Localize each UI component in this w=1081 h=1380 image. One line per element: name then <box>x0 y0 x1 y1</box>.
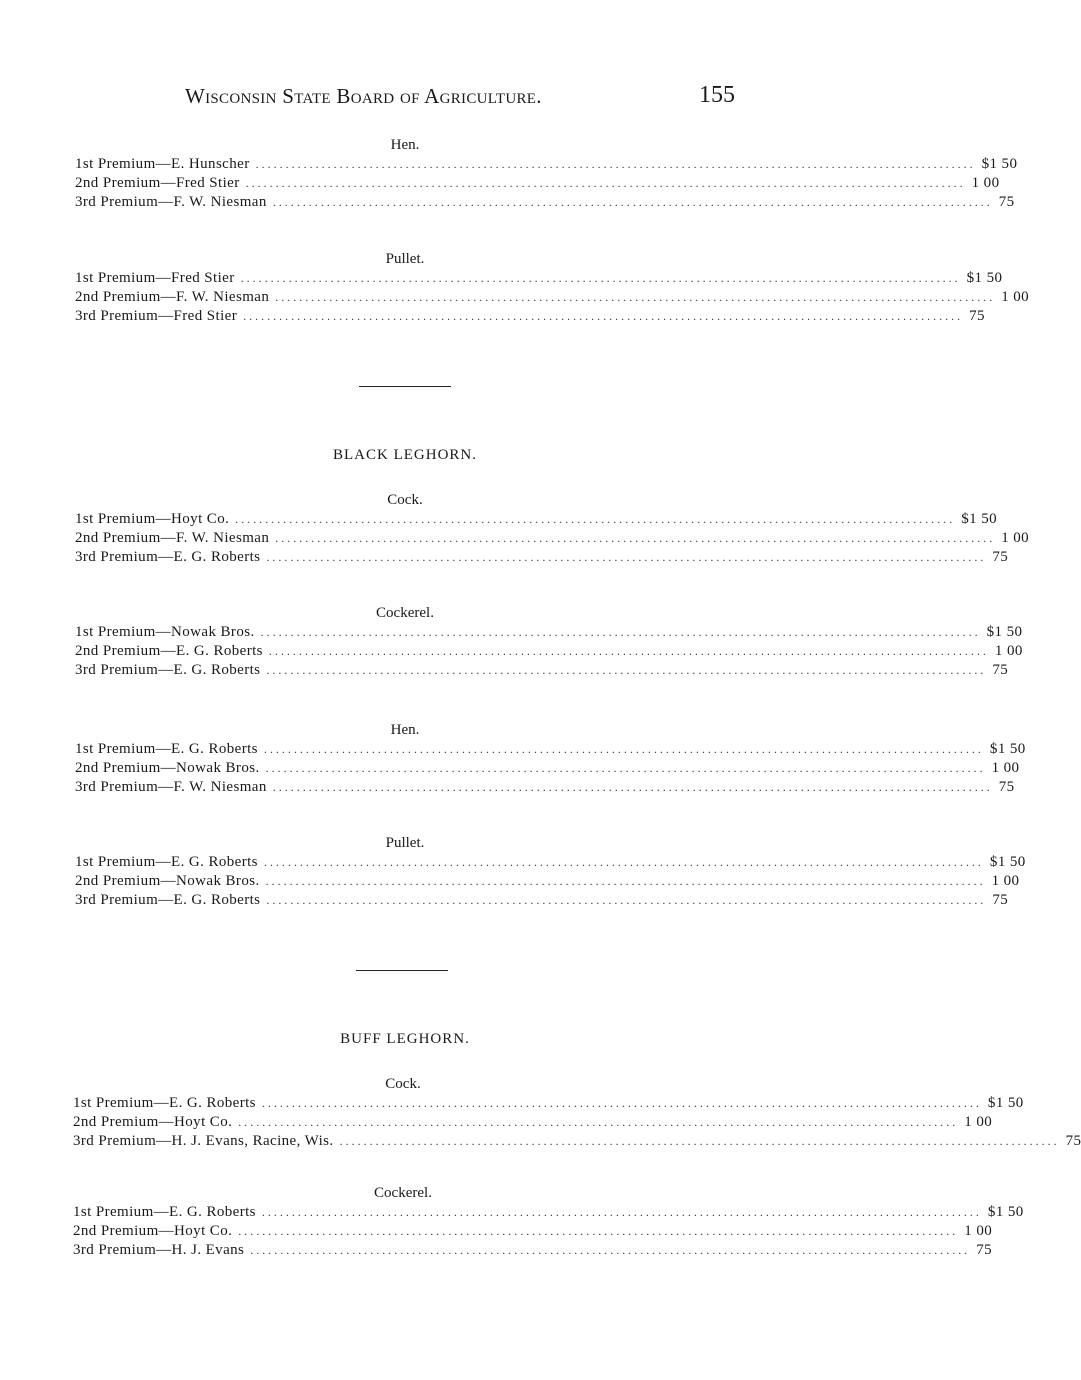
premium-amount: $1 50 <box>989 854 1026 870</box>
premium-row <box>75 510 998 529</box>
page-number: 155 <box>699 82 735 108</box>
premium-row <box>75 288 1030 307</box>
section-subheading: Pullet. <box>385 251 425 267</box>
section-divider <box>359 386 451 387</box>
premium-label: 3rd Premium—E. G. Roberts <box>75 549 261 565</box>
premium-label: 1st Premium—E. G. Roberts <box>73 1204 256 1220</box>
leader-dots: ........................................................................................................................ <box>266 663 987 677</box>
premium-amount: $1 50 <box>981 156 1018 172</box>
premium-label: 1st Premium—E. G. Roberts <box>73 1095 256 1111</box>
premium-amount: 75 <box>992 662 1009 678</box>
premium-amount: 1 00 <box>1001 530 1030 546</box>
section-subheading: Cockerel. <box>374 1185 432 1201</box>
leader-dots: ........................................................................................................................ <box>275 531 996 545</box>
leader-dots: ........................................................................................................................ <box>238 1115 959 1129</box>
premium-amount: 75 <box>992 892 1009 908</box>
leader-dots: ........................................................................................................................ <box>245 176 966 190</box>
leader-dots: ........................................................................................................................ <box>243 309 964 323</box>
premium-section <box>75 834 1026 910</box>
leader-dots: ........................................................................................................................ <box>263 742 984 756</box>
leader-dots: ........................................................................................................................ <box>265 874 986 888</box>
section-subheading: Cock. <box>387 492 423 508</box>
premium-row <box>75 529 1030 548</box>
premium-amount: 1 00 <box>994 643 1023 659</box>
premium-row <box>73 1203 1024 1222</box>
section-subheading: Cock. <box>385 1076 421 1092</box>
premium-amount: 1 00 <box>971 175 1000 191</box>
premium-label: 2nd Premium—Hoyt Co. <box>73 1114 233 1130</box>
leader-dots: ........................................................................................................................ <box>240 271 961 285</box>
leader-dots: ........................................................................................................................ <box>260 625 981 639</box>
premium-amount: $1 50 <box>966 270 1003 286</box>
premium-row <box>73 1222 993 1241</box>
premium-amount: 75 <box>992 549 1009 565</box>
premium-row <box>75 872 1020 891</box>
premium-label: 3rd Premium—E. G. Roberts <box>75 662 261 678</box>
leader-dots: ........................................................................................................................ <box>261 1205 982 1219</box>
premium-label: 3rd Premium—E. G. Roberts <box>75 892 261 908</box>
leader-dots: ........................................................................................................................ <box>268 644 989 658</box>
premium-section <box>75 250 1030 326</box>
premium-row <box>73 1132 1081 1151</box>
premium-row <box>75 759 1020 778</box>
premium-amount: 1 00 <box>1001 289 1030 305</box>
running-title: Wisconsin State Board of Agriculture. <box>185 84 542 108</box>
leader-dots: ........................................................................................................................ <box>275 290 996 304</box>
premium-amount: $1 50 <box>987 1095 1024 1111</box>
premium-section <box>73 1075 1081 1151</box>
premium-row <box>75 642 1023 661</box>
premium-amount: 75 <box>998 779 1015 795</box>
leader-dots: ........................................................................................................................ <box>272 195 993 209</box>
premium-row <box>75 269 1003 288</box>
section-divider <box>356 970 448 971</box>
premium-label: 2nd Premium—E. G. Roberts <box>75 643 263 659</box>
premium-row <box>75 548 1009 567</box>
leader-dots: ........................................................................................................................ <box>250 1243 971 1257</box>
premium-row <box>75 853 1026 872</box>
premium-row <box>75 778 1015 797</box>
premium-label: 2nd Premium—Nowak Bros. <box>75 873 260 889</box>
premium-label: 3rd Premium—H. J. Evans, Racine, Wis. <box>73 1133 334 1149</box>
leader-dots: ........................................................................................................................ <box>265 761 986 775</box>
section-subheading: Pullet. <box>385 835 425 851</box>
premium-label: 1st Premium—E. Hunscher <box>75 156 250 172</box>
premium-label: 1st Premium—Nowak Bros. <box>75 624 255 640</box>
premium-amount: 75 <box>969 308 985 324</box>
premium-label: 3rd Premium—Fred Stier <box>75 308 238 324</box>
premium-section <box>75 136 1018 212</box>
premium-amount: $1 50 <box>989 741 1026 757</box>
section-subheading: Hen. <box>390 137 420 153</box>
premium-amount: 75 <box>1065 1133 1081 1149</box>
premium-amount: $1 50 <box>986 624 1023 640</box>
premium-amount: 1 00 <box>991 873 1020 889</box>
premium-amount: 1 00 <box>964 1223 993 1239</box>
premium-label: 2nd Premium—Hoyt Co. <box>73 1223 233 1239</box>
leader-dots: ........................................................................................................................ <box>255 157 976 171</box>
premium-label: 1st Premium—Fred Stier <box>75 270 235 286</box>
premium-row <box>75 891 1009 910</box>
premium-amount: 1 00 <box>991 760 1020 776</box>
premium-section <box>75 721 1026 797</box>
leader-dots: ........................................................................................................................ <box>261 1096 982 1110</box>
section-subheading: Cockerel. <box>376 605 434 621</box>
running-header <box>185 82 735 112</box>
premium-section <box>75 604 1023 680</box>
section-subheading: Hen. <box>390 722 420 738</box>
premium-row <box>75 623 1023 642</box>
leader-dots: ........................................................................................................................ <box>266 550 987 564</box>
premium-amount: $1 50 <box>987 1204 1024 1220</box>
premium-row <box>73 1113 993 1132</box>
premium-section <box>75 491 1030 567</box>
leader-dots: ........................................................................................................................ <box>266 893 987 907</box>
premium-row <box>75 174 1000 193</box>
premium-row <box>75 740 1026 759</box>
premium-label: 2nd Premium—Nowak Bros. <box>75 760 260 776</box>
premium-label: 2nd Premium—Fred Stier <box>75 175 240 191</box>
leader-dots: ........................................................................................................................ <box>272 780 993 794</box>
premium-section <box>73 1184 1024 1260</box>
premium-row <box>75 155 1018 174</box>
premium-label: 2nd Premium—F. W. Niesman <box>75 289 270 305</box>
premium-label: 3rd Premium—H. J. Evans <box>73 1242 245 1258</box>
premium-label: 1st Premium—E. G. Roberts <box>75 854 258 870</box>
premium-label: 1st Premium—E. G. Roberts <box>75 741 258 757</box>
leader-dots: ........................................................................................................................ <box>339 1134 1060 1148</box>
premium-row <box>75 193 1015 212</box>
premium-amount: 1 00 <box>964 1114 993 1130</box>
premium-label: 3rd Premium—F. W. Niesman <box>75 194 267 210</box>
premium-label: 1st Premium—Hoyt Co. <box>75 511 230 527</box>
breed-heading: BUFF LEGHORN. <box>340 1031 470 1047</box>
premium-row <box>75 307 985 326</box>
premium-amount: 75 <box>976 1242 993 1258</box>
premium-amount: $1 50 <box>961 511 998 527</box>
leader-dots: ........................................................................................................................ <box>263 855 984 869</box>
premium-label: 2nd Premium—F. W. Niesman <box>75 530 270 546</box>
premium-label: 3rd Premium—F. W. Niesman <box>75 779 267 795</box>
premium-amount: 75 <box>998 194 1015 210</box>
premium-row <box>73 1241 993 1260</box>
premium-row <box>73 1094 1024 1113</box>
premium-row <box>75 661 1009 680</box>
breed-heading: BLACK LEGHORN. <box>333 447 477 463</box>
leader-dots: ........................................................................................................................ <box>235 512 956 526</box>
leader-dots: ........................................................................................................................ <box>238 1224 959 1238</box>
